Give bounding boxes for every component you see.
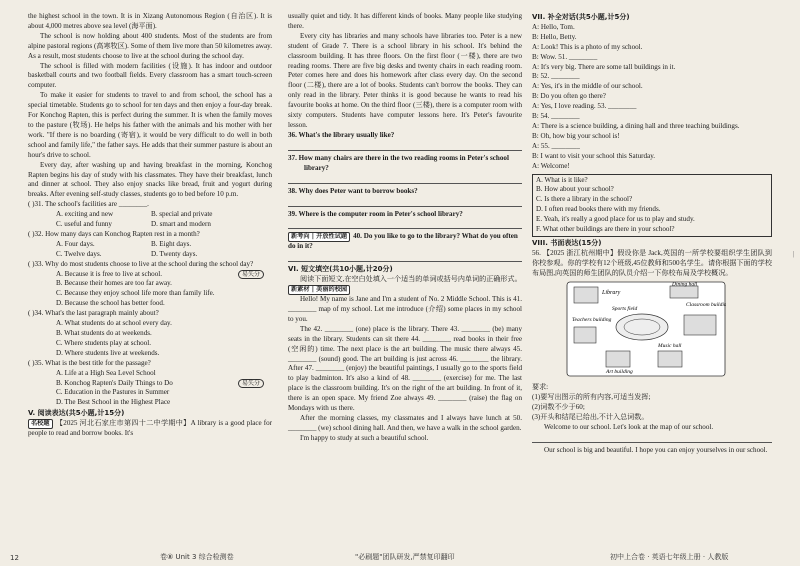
dialogue-line: B: Wow. 51. ________ bbox=[532, 52, 598, 61]
easy-mistake-badge: 易失分 bbox=[238, 379, 264, 389]
dialogue-line: A: Hello, Tom. bbox=[532, 22, 575, 31]
passage-paragraph: 【2025 河北石家庄市第四十二中学期中】A library is a good place for people to read and borrow books. It's bbox=[28, 419, 272, 438]
dialogue-line: A: 55. ________ bbox=[532, 141, 580, 150]
teachers-building-label: Teachers building bbox=[572, 316, 612, 323]
new-material-tag: 新素材 | 美丽的校园 bbox=[288, 285, 350, 295]
dialogue-line: A: It's very big. There are some tall buildings in it. bbox=[532, 62, 676, 71]
classroom-building-label: Classroom building bbox=[686, 301, 726, 308]
option: C. Is there a library in the school? bbox=[536, 195, 633, 204]
dialogue-line: A: Yes, I love reading. 53. ________ bbox=[532, 102, 637, 111]
question-40: 40. Do you like to go to the library? What do you often do in it? bbox=[288, 232, 518, 251]
options-box bbox=[532, 174, 772, 237]
dialogue-line: A: Look! This is a photo of my school. bbox=[532, 42, 643, 51]
passage-paragraph: Every day, after washing up and having breakfast in the morning, Konchog Rapten begins his day of study with his classmates. They have their breakfast, lunch and dinner at school. They also enjoy snacks like bread, fruit and yogurt during breaks. After evening self-study classes, students go to bed before 10 p.m. bbox=[28, 160, 272, 199]
dialogue-line: B: Hello, Betty. bbox=[532, 32, 577, 41]
passage-paragraph: To make it easier for students to travel to and from school, the school has a special timetable. Students go to school for ten days and then enjoy a four-day break. For Konchog Rapten, this is perfect during the summer. It is when the family moves to the pasture (牧场). He helps his father with the animals and his mother with her work. "If there is no boarding (寄宿), it would be very difficult to do well in both school and family life," the father says. He adds that their summer pasture is about an hour's drive to school. bbox=[28, 91, 272, 159]
answer-line[interactable] bbox=[288, 141, 522, 151]
option: D. Where students live at weekends. bbox=[56, 348, 160, 357]
option: A. What is it like? bbox=[536, 175, 588, 184]
option: D. Twenty days. bbox=[151, 249, 198, 258]
question-37: 37. How many chairs are there in the two reading rooms in Peter's school library? bbox=[288, 153, 509, 172]
dining-hall-label: Dining hall bbox=[672, 281, 698, 288]
section-heading: VIII. 书面表达(15分) bbox=[532, 238, 602, 247]
column-middle bbox=[288, 12, 522, 444]
art-building-label: Art building bbox=[606, 368, 633, 375]
option: C. Because they enjoy school life more than family life. bbox=[56, 289, 215, 298]
question-32: ( )32. How many days can Konchog Rapten rest in a month? bbox=[28, 229, 200, 238]
option: B. How about your school? bbox=[536, 185, 614, 194]
teachers-building bbox=[574, 327, 596, 343]
passage-paragraph: The school is filled with modern facilities (设施). It has indoor and outdoor basketball courts and two football fields. Every classroom has a smart touch-screen computer. bbox=[28, 61, 272, 90]
passage-paragraph: The school is now holding about 400 students. Most of the students are from alpine pastoral regions (高寒牧区). Some of them live more than 50 kilometres away. As a result, most students choose to live at the school during the school day. bbox=[28, 31, 272, 60]
option: D. I often read books there with my friends. bbox=[536, 205, 661, 214]
option: D. Because the school has better food. bbox=[56, 299, 165, 308]
option: A. Life at a High Sea Level School bbox=[56, 368, 156, 377]
cloze-paragraph: After the morning classes, my classmates and I always have lunch at 50. ________ (we) school dining hall. And then, we have a walk in the school garden. bbox=[288, 414, 522, 432]
music-hall-building bbox=[658, 351, 682, 367]
option: B. Because their homes are too far away. bbox=[56, 279, 172, 288]
option: B. special and private bbox=[151, 210, 213, 219]
column-right bbox=[532, 12, 772, 456]
option: C. Twelve days. bbox=[56, 249, 102, 258]
question-34: ( )34. What's the last paragraph mainly about? bbox=[28, 309, 159, 318]
section-heading: VI. 短文填空(共10小题,计20分) bbox=[288, 265, 393, 274]
section-heading: VII. 补全对话(共5小题,计5分) bbox=[532, 13, 630, 21]
section-heading: V. 阅读表达(共5小题,计15分) bbox=[28, 409, 125, 418]
dialogue-line: A: Yes, it's in the middle of our school. bbox=[532, 82, 643, 91]
dialogue-line: B: Do you often go there? bbox=[532, 92, 606, 101]
option: A. What students do at school every day. bbox=[56, 319, 172, 328]
column-left bbox=[28, 12, 272, 439]
option: C. Where students play at school. bbox=[56, 338, 152, 347]
requirement: (3)开头和结尾已给出,不计入总词数。 bbox=[532, 413, 649, 422]
dialogue-line: B: 54. ________ bbox=[532, 112, 580, 121]
answer-line[interactable] bbox=[288, 219, 522, 229]
dialogue-line: B: 52. ________ bbox=[532, 72, 580, 81]
page-number: 12 bbox=[10, 554, 19, 562]
question-36: 36. What's the library usually like? bbox=[288, 130, 395, 139]
new-direction-tag: 新考向 | 开放性试题 bbox=[288, 232, 350, 242]
answer-line[interactable] bbox=[288, 197, 522, 207]
dining-hall-building bbox=[670, 286, 698, 298]
passage-paragraph: usually quiet and tidy. It has different kinds of books. Many people like studying there. bbox=[288, 12, 522, 30]
essay-opening: Welcome to our school. Let's look at the map of our school. bbox=[544, 423, 714, 432]
option: D. smart and modern bbox=[151, 220, 211, 229]
passage-paragraph: Every city has libraries and many schools have libraries too. Peter is a new student of Grade 7. There is a school library in his school. It's behind the classroom building. It has three floors. On the first floor (一楼), there are two reading rooms. There are five big desks and twenty chairs in each reading room. Peter comes here and does his homework after class every day. On the second floor (二楼), there are a lot of books. Students can't borrow the books. They can only read in the library. Peter thinks it is good because he wants to read his favourite books at home. On the third floor (三楼), there is a computer room with sixty computers. Students have computer lessons here. It's Peter's favourite lesson. bbox=[288, 31, 522, 129]
question-33: ( )33. Why do most students choose to live at the school during the school day? bbox=[28, 259, 254, 268]
dialogue-line: A: Welcome! bbox=[532, 161, 570, 170]
option: A. exciting and new bbox=[56, 210, 114, 219]
requirements-heading: 要求: bbox=[532, 383, 549, 392]
dialogue-line: B: Oh, how big your school is! bbox=[532, 131, 620, 140]
cloze-paragraph: The 42. ________ (one) place is the library. There 43. ________ (be) many seats in the library. Students can sit there 44. ________ read books in their free (空闲的) time. The next place is the art building. The music there always 45. ________ (sound) good. The art building is just across 46. ________ the library. After 47. ________ (enjoy) the beautiful paintings, I usually go to the sports field to play badminton. It's also a kind of 48. ________ (exercise) for me. The last place is the classroom building. It's on the right of the art building. In front of it, there is an open space. My friend Zoe always 49. ________ (raise) the flag on Mondays with us there. bbox=[288, 324, 522, 413]
cloze-paragraph: Hello! My name is Jane and I'm a student of No. 2 Middle School. This is 41. ________ map of my school. Let me introduce (介绍) some places in my school to you. bbox=[288, 295, 522, 323]
option: D. The Best School in the Highest Place bbox=[56, 398, 171, 407]
cloze-paragraph: I'm happy to study at such a beautiful school. bbox=[300, 433, 429, 442]
classroom-building bbox=[684, 315, 716, 335]
option: F. What other buildings are there in your school? bbox=[536, 225, 675, 234]
school-map bbox=[566, 281, 726, 377]
famous-school-tag: 名校题 bbox=[28, 419, 53, 429]
requirement: (1)要写出图示的所有内容,可适当发挥; bbox=[532, 393, 651, 402]
sports-field-label: Sports field bbox=[612, 305, 638, 312]
requirement: (2)词数不少于60; bbox=[532, 403, 585, 412]
library-label: Library bbox=[602, 289, 621, 296]
answer-line[interactable] bbox=[288, 174, 522, 184]
footer-right: 初中上合卷 · 英语七年级上册 · 人教版 bbox=[610, 553, 729, 561]
option: C. Education in the Pastures in Summer bbox=[56, 388, 170, 397]
option: A. Four days. bbox=[56, 239, 95, 248]
option: B. What students do at weekends. bbox=[56, 329, 152, 337]
margin-mark: | bbox=[792, 250, 794, 258]
option: B. Eight days. bbox=[151, 239, 192, 248]
question-38: 38. Why does Peter want to borrow books? bbox=[288, 186, 418, 195]
answer-line[interactable] bbox=[288, 252, 522, 262]
passage-paragraph: the highest school in the town. It is in Xizang Autonomous Region (自治区). It is about 4,000 metres above sea level (海平面). bbox=[28, 12, 272, 30]
option: B. Konchog Rapten's Daily Things to Do bbox=[56, 378, 173, 387]
option: C. useful and funny bbox=[56, 220, 112, 229]
essay-ending: Our school is big and beautiful. I hope you can enjoy yourselves in our school. bbox=[544, 446, 768, 454]
option: E. Yeah, it's really a good place for us to play and study. bbox=[536, 215, 695, 224]
question-35: ( )35. What is the best title for the passage? bbox=[28, 358, 151, 367]
instructions: 阅读下面短文,在空白处填入一个适当的单词或括号内单词的正确形式。 bbox=[300, 275, 522, 284]
footer-left: 卷⑧ Unit 3 综合检测卷 bbox=[160, 553, 234, 561]
music-hall-label: Music hall bbox=[658, 342, 682, 349]
question-31: ( )31. The school's facilities are ________. bbox=[28, 200, 149, 209]
answer-line[interactable] bbox=[532, 433, 772, 443]
dialogue-line: A: There is a science building, a dining hall and three teaching buildings. bbox=[532, 121, 740, 130]
library-building bbox=[574, 287, 598, 303]
question-39: 39. Where is the computer room in Peter's school library? bbox=[288, 209, 463, 218]
easy-mistake-badge: 易失分 bbox=[238, 270, 264, 280]
footer-center: "必刷题"团队研发,严禁复印翻印 bbox=[355, 553, 455, 561]
option: A. Because it is free to live at school. bbox=[56, 269, 162, 278]
writing-prompt: 56. 【2025 浙江杭州期中】假设你是 Jack,英国的一所学校要组织学生团队到你校参观。你的学校有12个班级,45位教师和500名学生。请你根据下面的学校布局图,向英国的师生团队的队员介绍一下你校布局及学校概况。 bbox=[532, 248, 772, 277]
art-building bbox=[606, 351, 630, 367]
dialogue-line: B: I want to visit your school this Saturday. bbox=[532, 151, 656, 160]
